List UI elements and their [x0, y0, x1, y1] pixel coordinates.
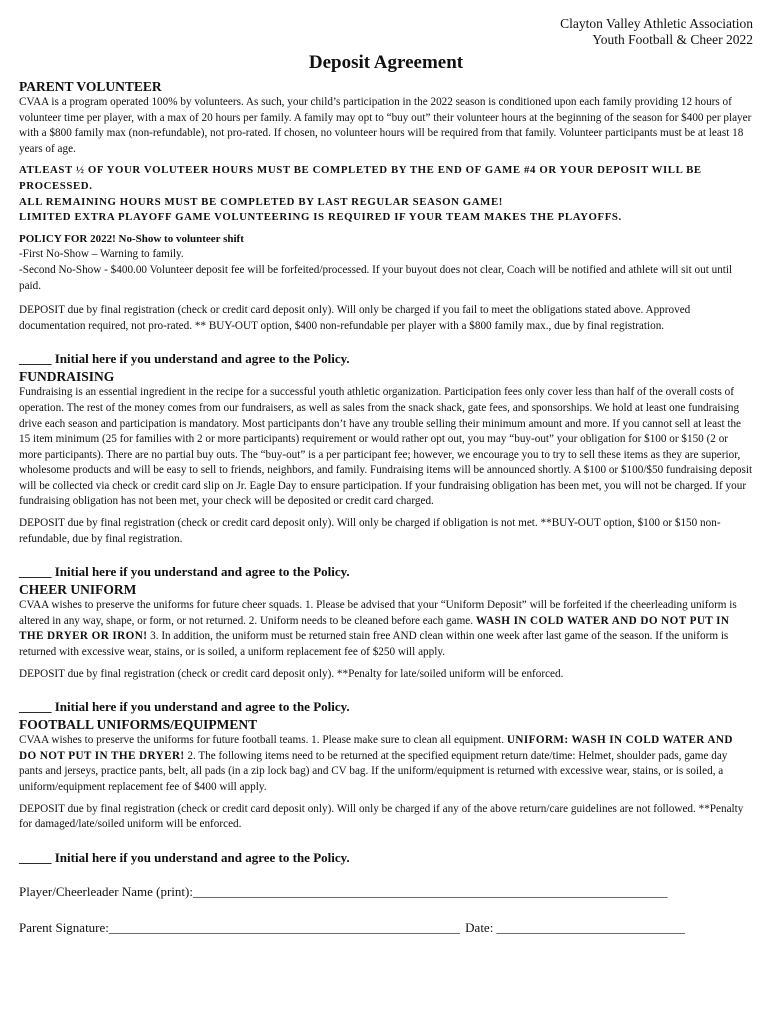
signature-row — [19, 920, 753, 936]
deposit-agreement-page — [19, 16, 753, 936]
section-heading-cheer-uniform: CHEER UNIFORM — [19, 582, 137, 598]
cheer-wash-instruction: WASH IN COLD WATER AND DO NOT PUT IN THE DRYER OR IRON! — [19, 614, 730, 643]
policy-first-no-show: -First No-Show – Warning to family. — [19, 248, 184, 261]
football-initial-line[interactable]: _____ Initial here if you understand and agree to the Policy. — [19, 849, 350, 865]
football-text-a: CVAA wishes to preserve the uniforms for future football teams. 1. Please make sure to clean all equipment. — [19, 734, 507, 747]
cheer-uniform-text-a: CVAA wishes to preserve the uniforms for future cheer squads. 1. Please be advised that your “Uniform Deposit” will be forfeited if the cheerleading uniform is altered in any way, shape, or form, or not returned. 2. Uniform needs to be cleaned before each game. — [19, 599, 737, 627]
org-subtitle: Youth Football & Cheer 2022 — [592, 32, 753, 47]
policy-heading: POLICY FOR 2022! No-Show to volunteer shift — [19, 232, 244, 245]
cheer-uniform-text-b: 3. In addition, the uniform must be returned stain free AND clean within one week after last game of the season. If the uniform is returned with excessive wear, stains, or is soiled, a uniform replacement fee of $250 will apply. — [19, 630, 729, 659]
section-heading-fundraising: FUNDRAISING — [19, 369, 115, 385]
org-header — [19, 16, 753, 48]
fundraising-deposit-terms: DEPOSIT due by final registration (check or credit card deposit only). Will only be charged if obligation is not met. **BUY-OUT option, $100 or $150 non-refundable, due by final registration. — [19, 517, 721, 545]
page-title: Deposit Agreement — [308, 52, 464, 73]
volunteer-deposit-terms: DEPOSIT due by final registration (check or credit card deposit only). Will only be charged if you fail to meet the obligations stated above. Approved documentation required, not pro-rated. ** BUY-OUT option, $400 non-refundable per player with a $800 family max., due by final registration. — [19, 304, 691, 332]
player-name-field[interactable]: Player/Cheerleader Name (print):_________________________________________________________________________ — [19, 883, 668, 899]
parent-signature-field[interactable]: Parent Signature:______________________________________________________ — [19, 919, 460, 935]
football-uniforms-paragraph — [19, 733, 753, 795]
date-field[interactable]: Date: _____________________________ — [465, 919, 686, 935]
section-heading-parent-volunteer: PARENT VOLUNTEER — [19, 79, 162, 94]
fundraising-paragraph: Fundraising is an essential ingredient in the recipe for a successful youth athletic organization. Participation fees only cover less than half of the overall costs of operation. The rest of the money comes from our fundraisers, as well as sales from the snack shack, gate fees, and sponsorships. We hold at least one fundraising drive each season and participation is mandatory. Most participants don’t have any trouble selling their minimum amount and more. If you cannot sell at least the 15 item minimum (25 for families with 2 or more participants) requirement or would rather opt out, you may “buy-out” your obligation for $100 or $150 (2 or more participants). There are no partial buy outs. The “buy-out” is a per participant fee; however, we encourage you to try to sell these items as they are superior, wholesome products and will be easy to sell to friends, neighbors, and family. Fundraising items will be announced shortly. A $100 or $100/$50 fundraising deposit will be collected via check or credit card slip on Jr. Eagle Day to ensure participation. If your fundraising obligation has been met, you will not be charged. If your fundraising obligation has not been met, your check will be deposited or credit card charged. — [19, 386, 753, 508]
football-wash-instruction: UNIFORM: WASH IN COLD WATER AND DO NOT PUT IN THE DRYER! — [19, 734, 733, 762]
org-name: Clayton Valley Athletic Association — [560, 16, 753, 31]
fundraising-initial-line[interactable]: _____ Initial here if you understand and agree to the Policy. — [19, 564, 350, 580]
volunteer-requirement-1: ATLEAST ½ OF YOUR VOLUTEER HOURS MUST BE COMPLETED BY THE END OF GAME #4 OR YOUR DEPOSIT WILL BE PROCESSED. — [19, 164, 702, 192]
football-deposit-terms: DEPOSIT due by final registration (check or credit card deposit only). Will only be charged if any of the above return/care guidelines are not followed. **Penalty for damaged/late/soiled uniform will be enforced. — [19, 802, 744, 831]
football-text-b: 2. The following items need to be returned at the specified equipment return date/time: Helmet, shoulder pads, game day pants and jerseys, practice pants, belt, all pads (in a zip lock bag) and CV bag. If the uniform/equipment is returned with excessive wear, stains, or is soiled, a uniform/equipment replacement fee of $400 will apply. — [19, 749, 728, 793]
cheer-initial-line[interactable]: _____ Initial here if you understand and agree to the Policy. — [19, 699, 350, 715]
volunteer-initial-line[interactable]: _____ Initial here if you understand and agree to the Policy. — [19, 351, 350, 367]
parent-volunteer-paragraph: CVAA is a program operated 100% by volunteers. As such, your child’s participation in the 2022 season is conditioned upon each family providing 12 hours of volunteer time per player, with a max of 20 hours per family. A family may opt to “buy out” their volunteer hours at the beginning of the season for $400 per player with a $800 family max (non-refundable), not pro-rated. If chosen, no volunteer hours will be required from that family. Volunteer participants must be at least 18 years of age. — [19, 96, 752, 155]
cheer-uniform-paragraph — [19, 598, 753, 660]
cheer-deposit-terms: DEPOSIT due by final registration (check or credit card deposit only). **Penalty for late/soiled uniform will be enforced. — [19, 667, 564, 680]
section-heading-football-uniforms: FOOTBALL UNIFORMS/EQUIPMENT — [19, 717, 258, 733]
volunteer-requirement-2: ALL REMAINING HOURS MUST BE COMPLETED BY LAST REGULAR SEASON GAME! — [19, 195, 503, 208]
policy-second-no-show: -Second No-Show - $400.00 Volunteer deposit fee will be forfeited/processed. If your buyout does not clear, Coach will be notified and athlete will sit out until paid. — [19, 263, 733, 292]
volunteer-requirement-3: LIMITED EXTRA PLAYOFF GAME VOLUNTEERING IS REQUIRED IF YOUR TEAM MAKES THE PLAYOFFS. — [19, 211, 622, 224]
